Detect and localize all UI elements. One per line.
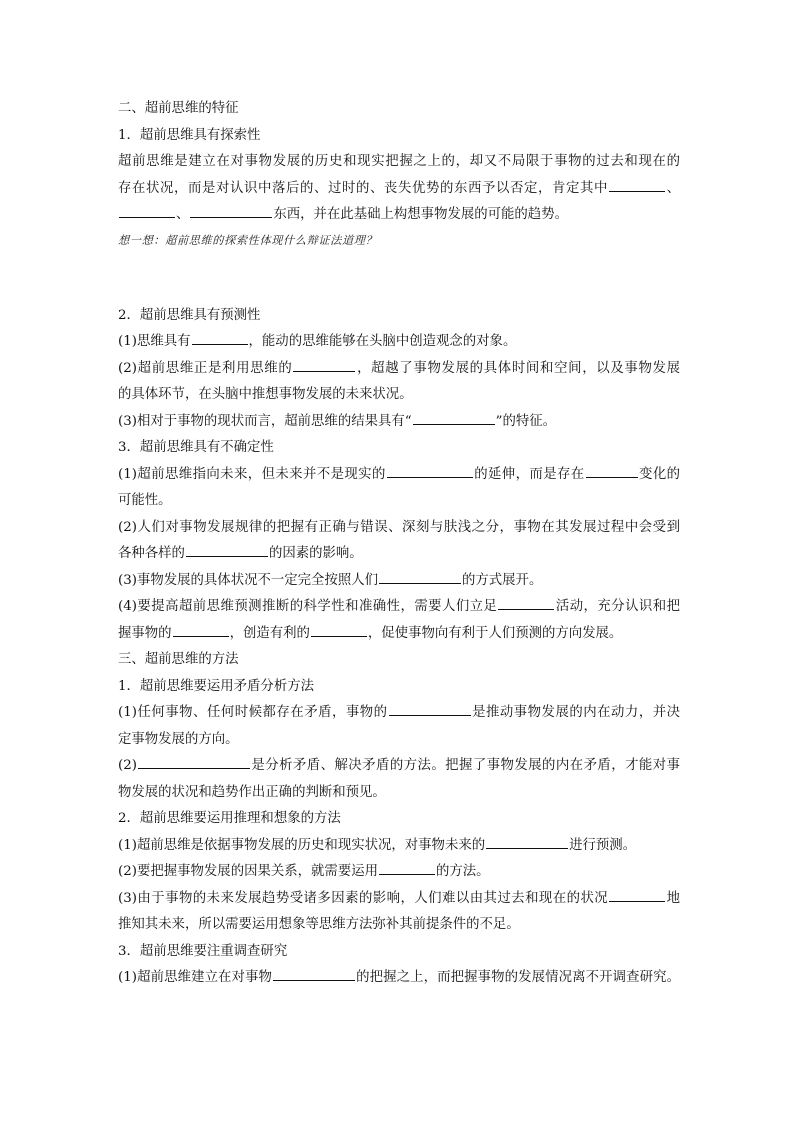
fill-blank[interactable] [609,177,665,192]
worksheet-page [118,96,680,992]
text-line: (1)超前思维建立在对事物 的把握之上，而把握事物的发展情况离不开调查研究。 [118,965,680,992]
fill-blank[interactable] [293,357,355,372]
fill-blank[interactable] [586,463,638,478]
text-line: (2)要把握事物发展的因果关系，就需要运用 的方法。 [118,859,680,886]
text-line: 握事物的 ，创造有利的 ，促使事物向有利于人们预测的方向发展。 [118,621,680,648]
answer-space[interactable] [118,253,680,303]
fill-blank[interactable] [486,834,568,849]
fill-blank[interactable] [413,410,495,425]
subheading-contradiction: 1．超前思维要运用矛盾分析方法 [118,678,314,694]
fill-blank[interactable] [186,542,268,557]
text-line: 可能性。 [118,493,172,508]
fill-blank[interactable] [119,203,175,218]
fill-blank[interactable] [609,887,665,902]
text-line: (3)相对于事物的现状而言，超前思维的结果具有“ ”的特征。 [118,409,680,436]
fill-blank[interactable] [311,622,367,637]
text-line: 、 东西，并在此基础上构想事物发展的可能的趋势。 [118,202,680,229]
subheading-exploratory: 1．超前思维具有探索性 [118,127,261,143]
section-heading-methods: 三、超前思维的方法 [118,652,239,667]
text-line: 的具体环节，在头脑中推想事物发展的未来状况。 [118,387,413,402]
section-heading-features: 二、超前思维的特征 [118,101,239,116]
text-line: (1)超前思维指向未来，但未来并不是现实的 的延伸，而是存在 变化的 [118,462,680,489]
text-line: 推知其未来，所以需要运用想象等思维方法弥补其前提条件的不足。 [118,917,520,932]
text-line: 各种各样的 的因素的影响。 [118,541,680,568]
text-line: (1)超前思维是依据事物发展的历史和现实状况，对事物未来的 进行预测。 [118,833,680,860]
text-line: (2)超前思维正是利用思维的 ，超越了事物发展的具体时间和空间，以及事物发展 [118,356,680,383]
text-line: 存在状况，而是对认识中落后的、过时的、丧失优势的东西予以否定，肯定其中 、 [118,176,680,203]
subheading-investigation: 3．超前思维要注重调查研究 [118,943,288,959]
fill-blank[interactable] [138,754,250,769]
fill-blank[interactable] [190,203,272,218]
text-line: (1)思维具有 ，能动的思维能够在头脑中创造观念的对象。 [118,329,680,356]
fill-blank[interactable] [173,622,229,637]
fill-blank[interactable] [379,569,461,584]
subheading-predictive: 2．超前思维具有预测性 [118,307,261,323]
fill-blank[interactable] [273,966,355,981]
fill-blank[interactable] [379,860,435,875]
text-line: 物发展的状况和趋势作出正确的判断和预见。 [118,784,386,800]
fill-blank[interactable] [389,701,471,716]
text-line: (2)人们对事物发展规律的把握有正确与错误、深刻与肤浅之分，事物在其发展过程中会受到 [118,519,680,535]
fill-blank[interactable] [498,595,554,610]
text-line: 定事物发展的方向。 [118,731,239,747]
think-prompt: 想一想：超前思维的探索性体现什么辩证法道理？ [118,233,378,247]
text-line: (2) 是分析矛盾、解决矛盾的方法。把握了事物发展的内在矛盾，才能对事 [118,753,680,780]
text-line: 超前思维是建立在对事物发展的历史和现实把握之上的，却又不局限于事物的过去和现在的 [118,154,680,169]
text-line: (3)由于事物的未来发展趋势受诸多因素的影响，人们难以由其过去和现在的状况 地 [118,886,680,913]
subheading-reasoning: 2．超前思维要运用推理和想象的方法 [118,811,341,826]
fill-blank[interactable] [387,463,473,478]
text-line: (1)任何事物、任何时候都存在矛盾，事物的 是推动事物发展的内在动力，并决 [118,700,680,727]
subheading-uncertainty: 3．超前思维具有不确定性 [118,440,274,455]
text-line: (4)要提高超前思维预测推断的科学性和准确性，需要人们立足 活动，充分认识和把 [118,594,680,621]
text-line: (3)事物发展的具体状况不一定完全按照人们 的方式展开。 [118,568,680,595]
fill-blank[interactable] [192,330,248,345]
